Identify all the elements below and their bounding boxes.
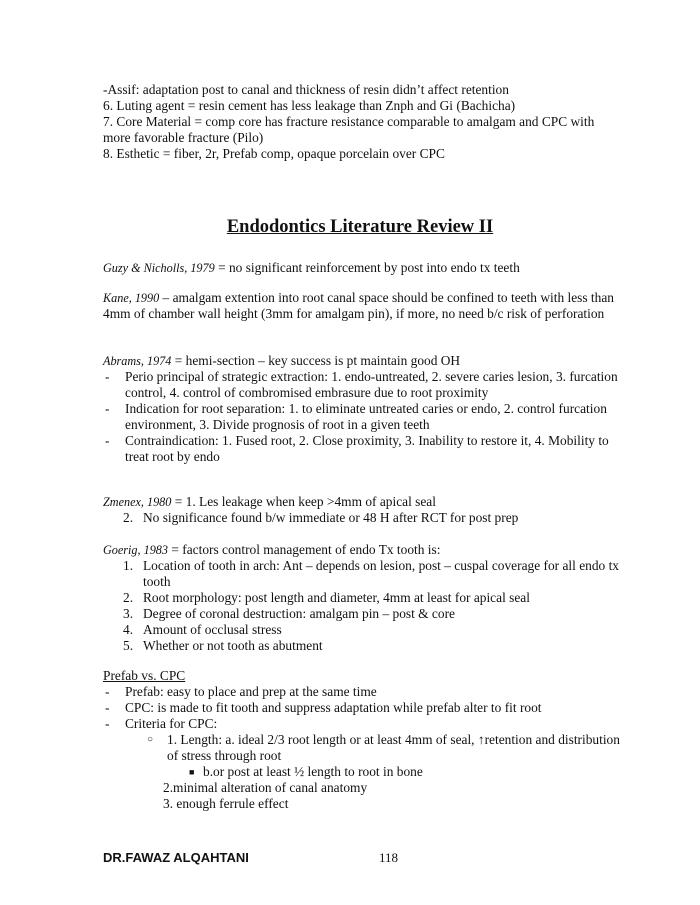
item-number: 4.: [123, 622, 134, 637]
entry-text: = 1. Les leakage when keep >4mm of apical seal: [171, 494, 436, 509]
kane-entry: [103, 290, 623, 322]
circle-bullet-icon: ○: [147, 734, 154, 745]
item-text: Root morphology: post length and diameter, 4mm at least for apical seal: [143, 590, 530, 605]
list-item: - Criteria for CPC:: [103, 716, 623, 732]
list-item: [103, 590, 623, 606]
entry-text: = hemi-section – key success is pt maintain good OH: [171, 353, 461, 368]
footer-author: DR.FAWAZ ALQAHTANI: [103, 850, 249, 865]
reference-citation: Abrams, 1974: [103, 354, 172, 368]
intro-line: 8. Esthetic = fiber, 2r, Prefab comp, opaque porcelain over CPC: [103, 146, 445, 161]
list-item: [103, 622, 623, 638]
list-item: - Perio principal of strategic extraction: 1. endo-untreated, 2. severe caries lesion, 3. furcation control, 4. control of combromised embrasure due to root proximity: [103, 369, 623, 401]
list-item: - Contraindication: 1. Fused root, 2. Close proximity, 3. Inability to restore it, 4. Mobility to treat root by endo: [103, 433, 623, 465]
square-bullet-icon: ■: [189, 767, 195, 777]
list-item: [103, 510, 623, 526]
intro-line: 7. Core Material = comp core has fracture resistance comparable to amalgam and CPC with more favorable fracture (Pilo): [103, 114, 595, 145]
section-heading: Prefab vs. CPC: [103, 668, 186, 683]
reference-citation: Zmenex, 1980: [103, 495, 172, 509]
item-text: 1. Length: a. ideal 2/3 root length or at least 4mm of seal, ↑retention and distribution of stress through root: [167, 732, 620, 763]
item-text: No significance found b/w immediate or 48 H after RCT for post prep: [143, 510, 519, 525]
page-number: 118: [379, 850, 399, 865]
page-title: Endodontics Literature Review II: [226, 217, 494, 237]
entry-text: = no significant reinforcement by post into endo tx teeth: [214, 260, 520, 275]
sub-list-item: [103, 732, 623, 764]
list-item: [103, 638, 623, 654]
page-footer: [103, 848, 623, 866]
sub-sub-list-item: [103, 764, 623, 780]
sub-list-item: 3. enough ferrule effect: [163, 796, 289, 811]
list-item: [103, 606, 623, 622]
reference-citation: Guzy & Nicholls, 1979: [103, 261, 215, 275]
intro-line: -Assif: adaptation post to canal and thickness of resin didn’t affect retention: [103, 82, 509, 97]
item-text: Amount of occlusal stress: [143, 622, 282, 637]
list-item: [103, 558, 623, 590]
item-number: 2.: [123, 590, 134, 605]
guzy-entry: [103, 260, 623, 276]
zmenex-entry: [103, 494, 623, 526]
entry-text: – amalgam extention into root canal space should be confined to teeth with less than 4mm of chamber wall height (3mm for amalgam pin), if more, no need b/c risk of perforation: [103, 290, 614, 321]
intro-line: 6. Luting agent = resin cement has less leakage than Znph and Gi (Bachicha): [103, 98, 516, 113]
intro-block: [103, 82, 623, 162]
reference-citation: Kane, 1990: [103, 291, 160, 305]
entry-text: = factors control management of endo Tx tooth is:: [168, 542, 441, 557]
abrams-entry: [103, 353, 623, 465]
prefab-section: [103, 668, 623, 812]
item-text: Whether or not tooth as abutment: [143, 638, 323, 653]
item-text: Location of tooth in arch: Ant – depends on lesion, post – cuspal coverage for all endo tx tooth: [143, 558, 619, 589]
goerig-entry: [103, 542, 623, 654]
list-item: - CPC: is made to fit tooth and suppress adaptation while prefab alter to fit root: [103, 700, 623, 716]
item-text: Degree of coronal destruction: amalgam pin – post & core: [143, 606, 455, 621]
item-number: 2.: [123, 510, 134, 525]
item-number: 1.: [123, 558, 134, 573]
reference-citation: Goerig, 1983: [103, 543, 168, 557]
item-number: 5.: [123, 638, 134, 653]
item-number: 3.: [123, 606, 134, 621]
item-text: b.or post at least ½ length to root in bone: [203, 764, 423, 779]
list-item: - Indication for root separation: 1. to eliminate untreated caries or endo, 2. control furcation environment, 3. Divide prognosis of root in a given teeth: [103, 401, 623, 433]
list-item: - Prefab: easy to place and prep at the same time: [103, 684, 623, 700]
sub-list-item: 2.minimal alteration of canal anatomy: [163, 780, 368, 795]
